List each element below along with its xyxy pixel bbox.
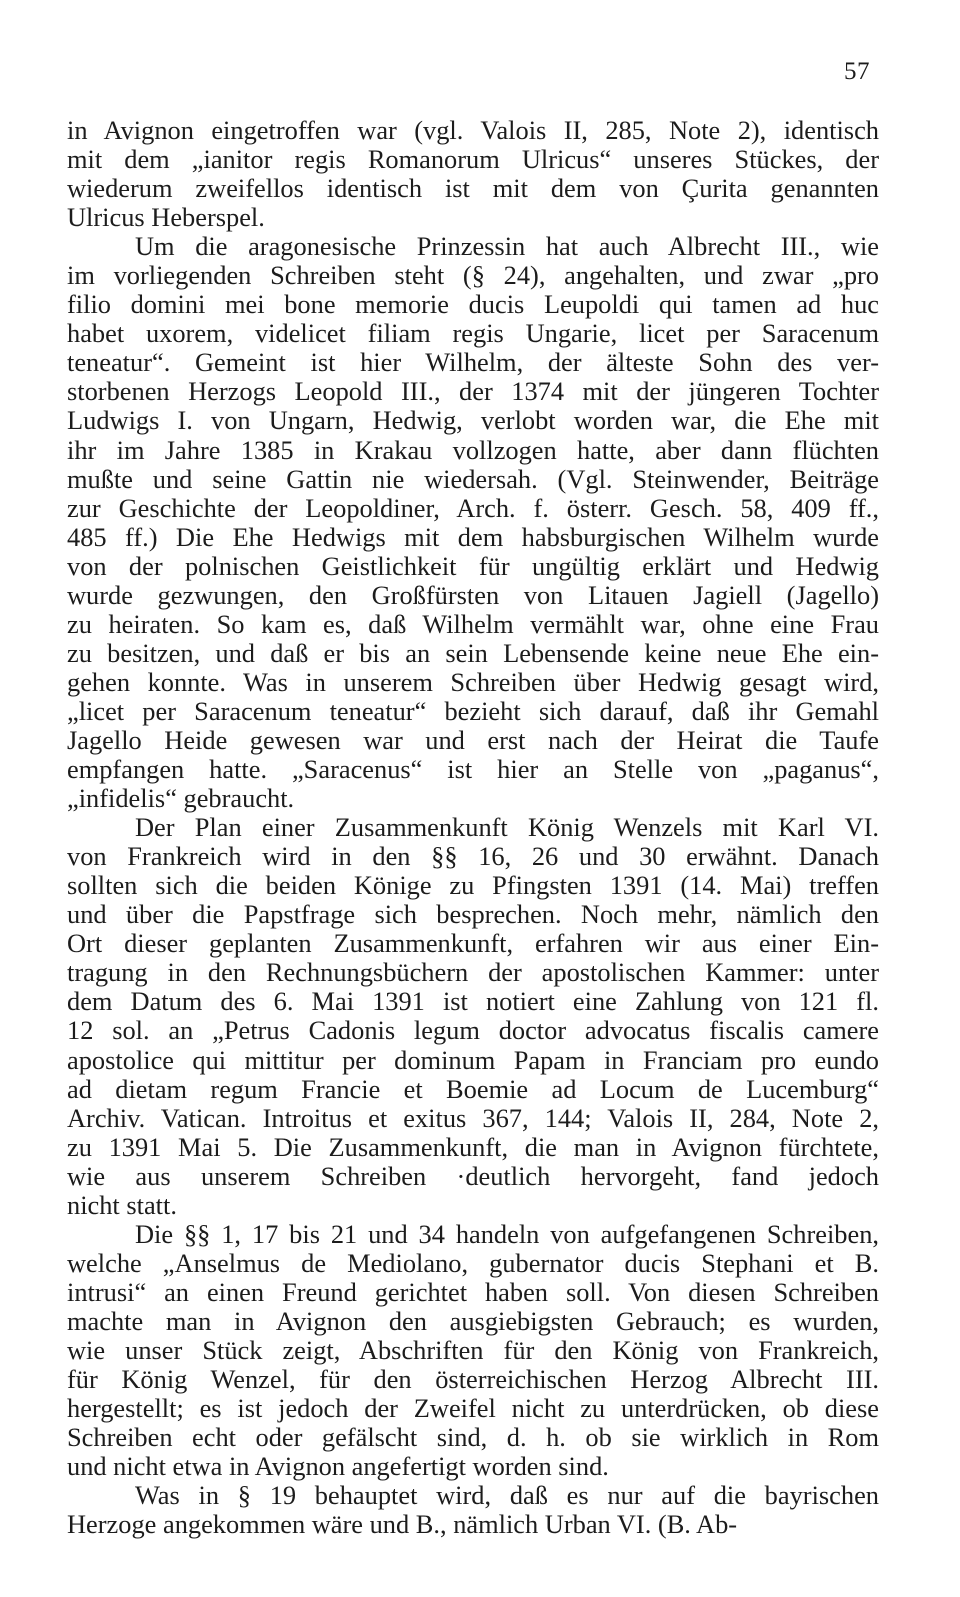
text-line: im vorliegenden Schreiben steht (§ 24), angehalten, und zwar „pro xyxy=(67,260,879,291)
text-line: Der Plan einer Zusammenkunft König Wenzels mit Karl VI. xyxy=(135,812,879,843)
text-line: Jagello Heide gewesen war und erst nach der Heirat die Taufe xyxy=(67,724,879,755)
text-line: teneatur“. Gemeint ist hier Wilhelm, der älteste Sohn des ver- xyxy=(67,347,879,378)
text-line: Ulricus Heberspel. xyxy=(67,202,265,233)
text-line: „infidelis“ gebraucht. xyxy=(67,783,295,814)
text-line: „licet per Saracenum teneatur“ bezieht sich darauf, daß ihr Gemahl xyxy=(67,695,879,726)
paragraph xyxy=(67,1220,879,1481)
text-line: Archiv. Vatican. Introitus et exitus 367, 144; Valois II, 284, Note 2, xyxy=(67,1102,879,1133)
text-line: welche „Anselmus de Mediolano, gubernator ducis Stephani et B. xyxy=(67,1247,879,1278)
text-line: dem Datum des 6. Mai 1391 ist notiert eine Zahlung von 121 fl. xyxy=(67,986,879,1017)
text-line: Schreiben echt oder gefälscht sind, d. h. ob sie wirklich in Rom xyxy=(67,1422,879,1453)
body-text xyxy=(67,116,879,1539)
text-line: ihr im Jahre 1385 in Krakau vollzogen hatte, aber dann flüchten xyxy=(67,434,879,465)
text-line: zu 1391 Mai 5. Die Zusammenkunft, die man in Avignon fürchtete, xyxy=(67,1131,879,1162)
text-line: mußte und seine Gattin nie wiedersah. (Vgl. Steinwender, Beiträge xyxy=(67,463,879,494)
text-line: tragung in den Rechnungsbüchern der apostolischen Kammer: unter xyxy=(67,957,879,988)
text-line: zur Geschichte der Leopoldiner, Arch. f. österr. Gesch. 58, 409 ff., xyxy=(67,492,879,523)
text-line: zu heiraten. So kam es, daß Wilhelm vermählt war, ohne eine Frau xyxy=(67,608,879,639)
paragraph xyxy=(67,813,879,1220)
text-line: machte man in Avignon den ausgiebigsten Gebrauch; es wurden, xyxy=(67,1305,879,1336)
text-line: filio domini mei bone memorie ducis Leupoldi qui tamen ad huc xyxy=(67,289,879,320)
paragraph xyxy=(67,116,879,232)
text-line: in Avignon eingetroffen war (vgl. Valois II, 285, Note 2), identisch xyxy=(67,115,879,145)
text-line: und nicht etwa in Avignon angefertigt worden sind. xyxy=(67,1451,609,1482)
text-line: wiederum zweifellos identisch ist mit dem von Çurita genannten xyxy=(67,173,879,204)
text-line: habet uxorem, videlicet filiam regis Ungarie, licet per Saracenum xyxy=(67,318,879,349)
text-line: wurde gezwungen, den Großfürsten von Litauen Jagiell (Jagello) xyxy=(67,579,879,610)
text-line: wie unser Stück zeigt, Abschriften für den König von Frankreich, xyxy=(67,1334,879,1365)
text-line: empfangen hatte. „Saracenus“ ist hier an Stelle von „paganus“, xyxy=(67,754,879,785)
text-line: und über die Papstfrage sich besprechen. Noch mehr, nämlich den xyxy=(67,899,879,930)
text-line: storbenen Herzogs Leopold III., der 1374 mit der jüngeren Tochter xyxy=(67,376,879,407)
text-line: von Frankreich wird in den §§ 16, 26 und 30 erwähnt. Danach xyxy=(67,841,879,872)
text-line: intrusi“ an einen Freund gerichtet haben soll. Von diesen Schreiben xyxy=(67,1276,879,1307)
paragraph xyxy=(67,1481,879,1539)
text-line: Was in § 19 behauptet wird, daß es nur auf die bayrischen xyxy=(135,1480,879,1511)
text-line: Ludwigs I. von Ungarn, Hedwig, verlobt worden war, die Ehe mit xyxy=(67,405,879,436)
text-line: 485 ff.) Die Ehe Hedwigs mit dem habsburgischen Wilhelm wurde xyxy=(67,521,879,552)
text-line: Herzoge angekommen wäre und B., nämlich Urban VI. (B. Ab- xyxy=(67,1509,738,1540)
text-line: Die §§ 1, 17 bis 21 und 34 handeln von aufgefangenen Schreiben, xyxy=(135,1218,879,1249)
text-line: Um die aragonesische Prinzessin hat auch Albrecht III., wie xyxy=(135,231,879,262)
text-line: gehen konnte. Was in unserem Schreiben über Hedwig gesagt wird, xyxy=(67,666,879,697)
page-number: 57 xyxy=(844,58,870,85)
text-line: hergestellt; es ist jedoch der Zweifel nicht zu unterdrücken, ob diese xyxy=(67,1393,879,1424)
text-line: mit dem „ianitor regis Romanorum Ulricus“ unseres Stückes, der xyxy=(67,144,879,175)
text-line: 12 sol. an „Petrus Cadonis legum doctor advocatus fiscalis camere xyxy=(67,1015,879,1046)
paragraph xyxy=(67,232,879,813)
text-line: ad dietam regum Francie et Boemie ad Locum de Lucemburg“ xyxy=(67,1073,879,1104)
text-line: nicht statt. xyxy=(67,1189,177,1220)
text-line: Ort dieser geplanten Zusammenkunft, erfahren wir aus einer Ein- xyxy=(67,928,879,959)
text-line: zu besitzen, und daß er bis an sein Lebensende keine neue Ehe ein- xyxy=(67,637,879,668)
text-line: sollten sich die beiden Könige zu Pfingsten 1391 (14. Mai) treffen xyxy=(67,870,879,901)
text-line: von der polnischen Geistlichkeit für ungültig erklärt und Hedwig xyxy=(67,550,879,581)
text-line: apostolice qui mittitur per dominum Papam in Franciam pro eundo xyxy=(67,1044,879,1075)
text-line: wie aus unserem Schreiben ·deutlich hervorgeht, fand jedoch xyxy=(67,1160,879,1191)
text-line: für König Wenzel, für den österreichischen Herzog Albrecht III. xyxy=(67,1364,879,1395)
